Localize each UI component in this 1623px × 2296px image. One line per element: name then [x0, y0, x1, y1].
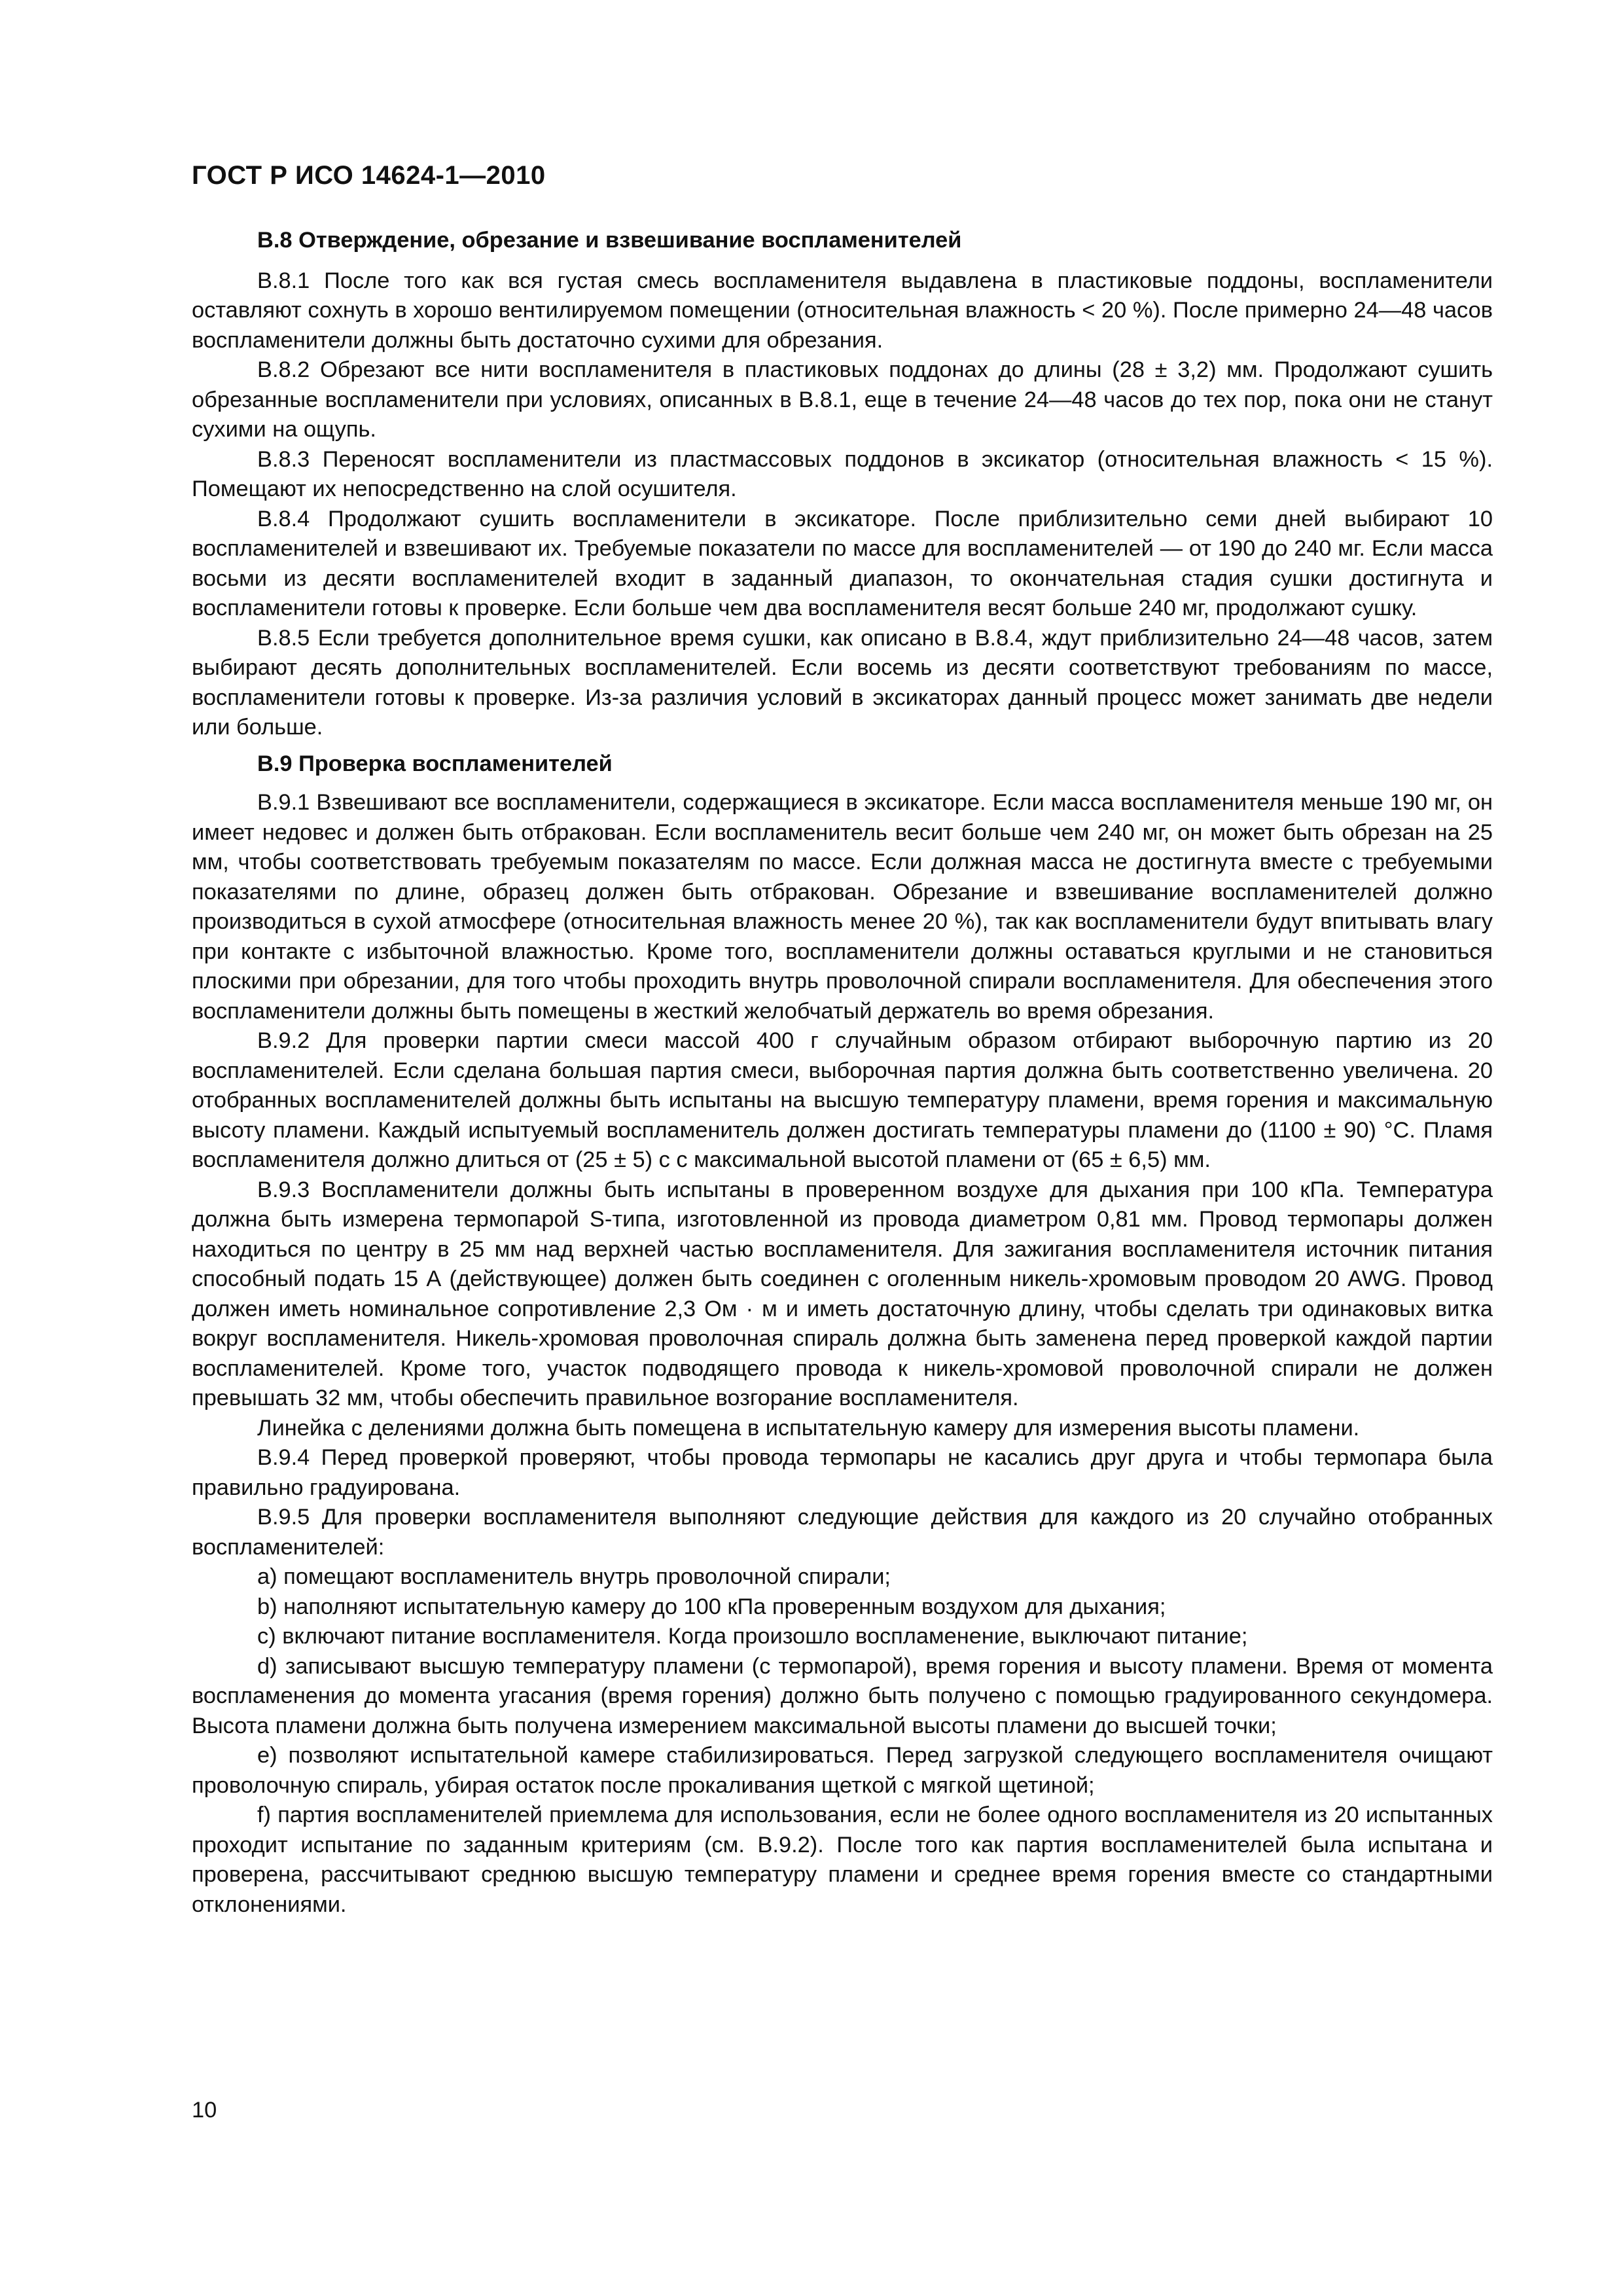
paragraph-b8-4: В.8.4 Продолжают сушить воспламенители в эксикаторе. После приблизительно семи дней выбирают 10 воспламенителей и взвешивают их. Требуемые показатели по массе для воспламенителей — от 190 до 240 мг. Если масса восьми из десяти воспламенителей входит в заданный диапазон, то окончательная стадия сушки достигнута и воспламенители готовы к проверке. Если больше чем два воспламенителя весят больше 240 мг, продолжают сушку. [192, 506, 1493, 620]
paragraph-b8-3: В.8.3 Переносят воспламенители из пластмассовых поддонов в эксикатор (относительная влажность < 15 %). Помещают их непосредственно на слой осушителя. [192, 446, 1493, 501]
paragraph-b9-1: В.9.1 Взвешивают все воспламенители, содержащиеся в эксикаторе. Если масса воспламенителя меньше 190 мг, он имеет недовес и должен быть отбракован. Если воспламенитель весит больше чем 240 мг, он может быть обрезан на 25 мм, чтобы соответствовать требуемым показателям по массе. Если должная масса не достигнута вместе с требуемыми показателями по длине, образец должен быть отбракован. Обрезание и взвешивание воспламенителей должно производиться в сухой атмосфере (относительная влажность менее 20 %), так как воспламенители будут впитывать влагу при контакте с избыточной влажностью. Кроме того, воспламенители должны оставаться круглыми и не становиться плоскими при обрезании, для того чтобы проходить внутрь проволочной спирали воспламенителя. Для обеспечения этого воспламенители должны быть помещены в жесткий желобчатый держатель во время обрезания. [192, 790, 1493, 1024]
section-heading-b8: В.8 Отверждение, обрезание и взвешивание воспламенителей [257, 228, 962, 253]
document-header: ГОСТ Р ИСО 14624-1—2010 [192, 161, 546, 190]
paragraph-b9-4: В.9.4 Перед проверкой проверяют, чтобы провода термопары не касались друг друга и чтобы термопара была правильно градуирована. [192, 1445, 1493, 1500]
list-item-step-b: b) наполняют испытательную камеру до 100 кПа проверенным воздухом для дыхания; [257, 1594, 1166, 1619]
page-number: 10 [192, 2098, 217, 2123]
paragraph-b8-5: В.8.5 Если требуется дополнительное время сушки, как описано в В.8.4, ждут приблизительно 24—48 часов, затем выбирают десять дополнительных воспламенителей. Если восемь из десяти соответствуют требованиям по массе, воспламенители готовы к проверке. Из-за различия условий в эксикаторах данный процесс может занимать две недели или больше. [192, 625, 1493, 740]
paragraph-b8-2: В.8.2 Обрезают все нити воспламенителя в пластиковых поддонах до длины (28 ± 3,2) мм. Продолжают сушить обрезанные воспламенители при условиях, описанных в В.8.1, еще в течение 24—48 часов до тех пор, пока они не станут сухими на ощупь. [192, 357, 1493, 442]
paragraph-b9-3: В.9.3 Воспламенители должны быть испытаны в проверенном воздухе для дыхания при 100 кПа. Температура должна быть измерена термопарой S-типа, изготовленной из провода диаметром 0,81 мм. Провод термопары должен находиться по центру в 25 мм над верхней частью воспламенителя. Для зажигания воспламенителя источник питания способный подать 15 А (действующее) должен быть соединен с оголенным никель-хромовым проводом 20 AWG. Провод должен иметь номинальное сопротивление 2,3 Ом · м и иметь достаточную длину, чтобы сделать три одинаковых витка вокруг воспламенителя. Никель-хромовая проволочная спираль должна быть заменена перед проверкой каждой партии воспламенителей. Кроме того, участок подводящего провода к никель-хромовой проволочной спирали не должен превышать 32 мм, чтобы обеспечить правильное возгорание воспламенителя. [192, 1177, 1493, 1410]
list-item-step-c: c) включают питание воспламенителя. Когда произошло воспламенение, выключают питание; [257, 1624, 1248, 1649]
list-item-step-f: f) партия воспламенителей приемлема для использования, если не более одного воспламенителя из 20 испытанных проходит испытание по заданным критериям (см. В.9.2). После того как партия воспламенителей была испытана и проверена, рассчитывают среднюю высшую температуру пламени и среднее время горения вместе со стандартными отклонениями. [192, 1803, 1493, 1917]
list-item-step-a: a) помещают воспламенитель внутрь проволочной спирали; [257, 1564, 891, 1589]
list-item-step-d: d) записывают высшую температуру пламени (с термопарой), время горения и высоту пламени. Время от момента воспламенения до момента угасания (время горения) должно быть получено с помощью градуированного секундомера. Высота пламени должна быть получена измерением максимальной высоты пламени до высшей точки; [192, 1653, 1493, 1738]
section-heading-b9: В.9 Проверка воспламенителей [257, 751, 613, 776]
list-item-step-e: e) позволяют испытательной камере стабилизироваться. Перед загрузкой следующего воспламенителя очищают проволочную спираль, убирая остаток после прокаливания щеткой с мягкой щетиной; [192, 1743, 1493, 1798]
paragraph-b9-2: В.9.2 Для проверки партии смеси массой 400 г случайным образом отбирают выборочную партию из 20 воспламенителей. Если сделана большая партия смеси, выборочная партия должна быть соответственно увеличена. 20 отобранных воспламенителей должны быть испытаны на высшую температуру пламени, время горения и максимальную высоту пламени. Каждый испытуемый воспламенитель должен достигать температуры пламени до (1100 ± 90) °С. Пламя воспламенителя должно длиться от (25 ± 5) с с максимальной высотой пламени от (65 ± 6,5) мм. [192, 1028, 1493, 1172]
page-content [192, 226, 1493, 1920]
paragraph-b8-1: В.8.1 После того как вся густая смесь воспламенителя выдавлена в пластиковые поддоны, воспламенители оставляют сохнуть в хорошо вентилируемом помещении (относительная влажность < 20 %). После примерно 24—48 часов воспламенители должны быть достаточно сухими для обрезания. [192, 268, 1493, 353]
paragraph-b9-5: В.9.5 Для проверки воспламенителя выполняют следующие действия для каждого из 20 случайно отобранных воспламенителей: [192, 1505, 1493, 1560]
paragraph-ruler-note: Линейка с делениями должна быть помещена в испытательную камеру для измерения высоты пламени. [257, 1415, 1360, 1441]
